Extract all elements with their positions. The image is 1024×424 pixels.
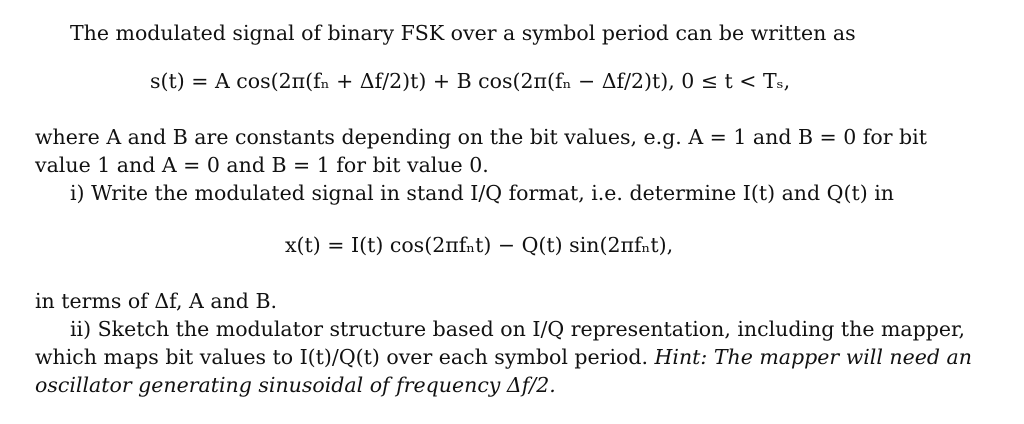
part-ii-text: which maps bit values to I(t)/Q(t) over each symbol period. [35,345,648,369]
part-ii-line-2 [35,344,972,370]
intro-text: The modulated signal of binary FSK over a symbol period can be written as [70,21,856,45]
hint-line-3: oscillator generating sinusoidal of frequency Δf/2. [35,373,556,397]
where-line-2: value 1 and A = 0 and B = 1 for bit value 0. [35,153,489,177]
terms-text: in terms of Δf, A and B. [35,289,278,313]
fsk-signal-equation: s(t) = A cos(2π(fₙ + Δf/2)t) + B cos(2π(fₙ − Δf/2)t), 0 ≤ t < Tₛ, [150,69,791,93]
part-i-text: i) Write the modulated signal in stand I/Q format, i.e. determine I(t) and Q(t) in [70,181,894,205]
hint-text: Hint: The mapper will need an [654,345,972,369]
where-line-1: where A and B are constants depending on the bit values, e.g. A = 1 and B = 0 for bit [35,125,927,149]
part-ii-line-1: ii) Sketch the modulator structure based on I/Q representation, including the mapper, [70,317,966,341]
iq-signal-equation: x(t) = I(t) cos(2πfₙt) − Q(t) sin(2πfₙt), [285,233,674,257]
